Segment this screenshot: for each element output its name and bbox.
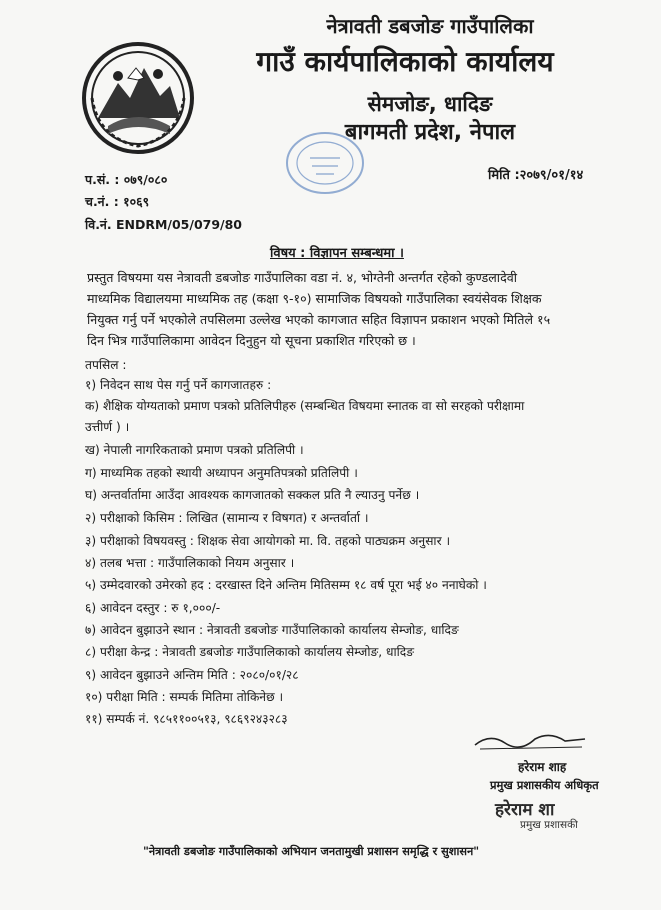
list-item: ९) आवेदन बुझाउने अन्तिम मिति : २०८०/०१/२८	[85, 668, 299, 682]
list-item: ४) तलब भत्ता : गाउँपालिकाको नियम अनुसार ।	[85, 556, 295, 570]
government-emblem-icon	[78, 38, 198, 158]
body-paragraph	[87, 267, 617, 351]
list-item: घ) अन्तर्वार्तामा आउँदा आवश्यक कागजातको सक्कल प्रति नै ल्याउनु पर्नेछ ।	[85, 488, 420, 502]
reference-number: प.सं. : ०७९/०८०	[85, 172, 168, 187]
office-stamp-icon	[270, 128, 380, 198]
list-item: १) निवेदन साथ पेस गर्नु पर्ने कागजातहरु :	[85, 378, 272, 392]
list-item: ७) आवेदन बुझाउने स्थान : नेत्रावती डबजोङ गाउँपालिकाको कार्यालय सेम्जोङ, धादिङ	[85, 623, 459, 637]
municipality-name: नेत्रावती डबजोङ गाउँपालिका	[326, 14, 534, 38]
letter-date: मिति :२०७९/०१/१४	[488, 168, 584, 183]
list-item: १०) परीक्षा मिति : सम्पर्क मितिमा तोकिनेछ ।	[85, 690, 284, 704]
list-item: ६) आवेदन दस्तुर : रु १,०००/-	[85, 601, 221, 615]
footer-motto: "नेत्रावती डबजोङ गाउँपालिकाको अभियान जनतामुखी प्रशासन समृद्धि र सुशासन"	[143, 845, 480, 858]
list-item: क) शैक्षिक योग्यताको प्रमाण पत्रको प्रतिलिपीहरु (सम्बन्धित विषयमा स्नातक वा सो सरहको परीक्षामा	[85, 399, 525, 413]
list-item: ५) उम्मेदवारको उमेरको हद : दरखास्त दिने अन्तिम मितिसम्म १८ वर्ष पूरा भई ४० ननाघेको ।	[85, 578, 487, 592]
signature-icon	[470, 725, 590, 755]
seal-title-stamp: प्रमुख प्रशासकी	[520, 819, 578, 831]
seal-name-stamp: हरेराम शा	[495, 800, 555, 820]
dispatch-number: च.नं. : १०६९	[85, 194, 150, 209]
list-item: ८) परीक्षा केन्द्र : नेत्रावती डबजोङ गाउँपालिकाको कार्यालय सेम्जोङ, धादिङ	[85, 645, 415, 659]
details-heading: तपसिल :	[85, 358, 127, 372]
advertisement-number: वि.नं. ENDRM/05/079/80	[85, 217, 242, 232]
office-title: गाउँ कार्यपालिकाको कार्यालय	[256, 45, 554, 78]
body-line: दिन भित्र गाउँपालिकामा आवेदन दिनुहुन यो सूचना प्रकाशित गरिएको छ ।	[87, 333, 416, 348]
body-line: नियुक्त गर्नु पर्ने भएकोले तपसिलमा उल्लेख भएको कागजात सहित विज्ञापन प्रकाशन भएको मितिले १५	[87, 312, 551, 327]
list-item: ख) नेपाली नागरिकताको प्रमाण पत्रको प्रतिलिपी ।	[85, 443, 304, 457]
list-item: उत्तीर्ण ) ।	[85, 420, 130, 434]
signatory-name: हरेराम शाह	[518, 760, 567, 774]
signatory-title: प्रमुख प्रशासकीय अधिकृत	[490, 778, 599, 792]
office-location: सेमजोङ, धादिङ	[367, 92, 493, 116]
body-line: माध्यमिक विद्यालयमा माध्यमिक तह (कक्षा ९-१०) सामाजिक विषयको गाउँपालिका स्वयंसेवक शिक्षक	[87, 291, 542, 306]
list-item: ११) सम्पर्क नं. ९८५११००५१३, ९८६९२४३२८३	[85, 712, 288, 726]
list-item: २) परीक्षाको किसिम : लिखित (सामान्य र विषगत) र अन्तर्वार्ता ।	[85, 511, 369, 525]
subject-line: विषय : विज्ञापन सम्बन्धमा ।	[270, 246, 404, 261]
body-line: प्रस्तुत विषयमा यस नेत्रावती डबजोङ गाउँपालिका वडा नं. ४, भोग्तेनी अन्तर्गत रहेको कुण्डलादेवी	[87, 270, 518, 285]
province-address: बागमती प्रदेश, नेपाल	[344, 120, 516, 145]
list-item: ग) माध्यमिक तहको स्थायी अध्यापन अनुमतिपत्रको प्रतिलिपी ।	[85, 466, 358, 480]
list-item: ३) परीक्षाको विषयवस्तु : शिक्षक सेवा आयोगको मा. वि. तहको पाठ्यक्रम अनुसार ।	[85, 534, 451, 548]
